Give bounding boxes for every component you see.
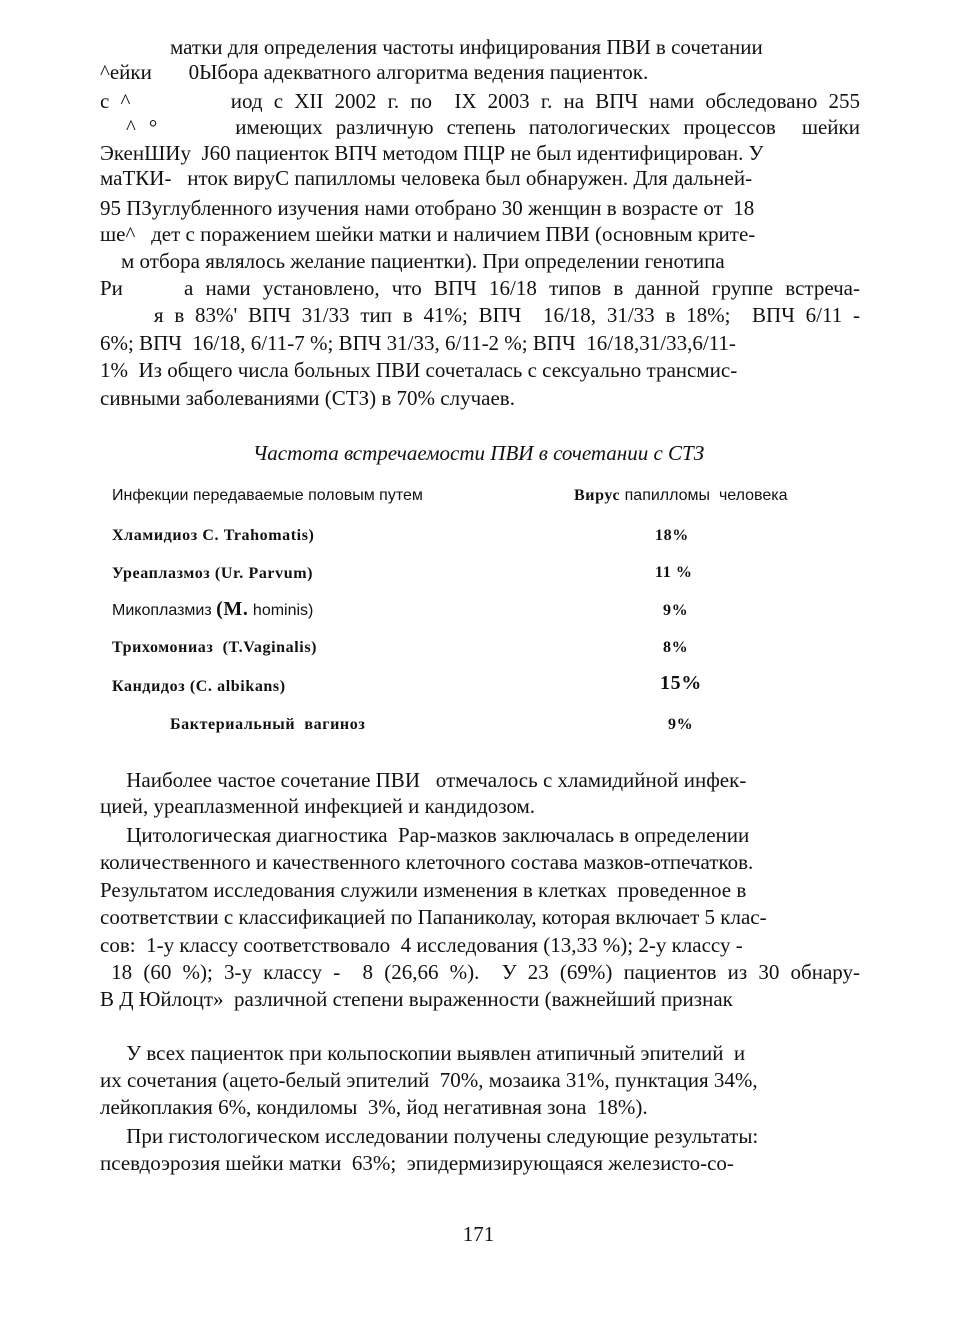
text-line: я в 83%' ВПЧ 31/33 тип в 41%; ВПЧ 16/18, 31/33 в 18%; ВПЧ 6/11 - — [100, 303, 860, 327]
table-row-value: 11 % — [655, 564, 693, 581]
table-row-name: Трихомониаз (T.Vaginalis) — [112, 639, 318, 656]
table-row-name-prefix: Микоплазмиз — [112, 602, 217, 619]
text-line: ше^ дет с поражением шейки матки и наличием ПВИ (основным крите- — [100, 222, 756, 246]
text-line: соответствии с классификацией по Папаниколау, которая включает 5 клас- — [100, 905, 767, 929]
table-header-right — [574, 485, 788, 507]
text-line: 6%; ВПЧ 16/18, 6/11-7 %; ВПЧ 31/33, 6/11-2 %; ВПЧ 16/18,31/33,6/11- — [100, 331, 736, 355]
text-line: При гистологическом исследовании получены следующие результаты: — [100, 1124, 759, 1148]
text-line: Ри а нами установлено, что ВПЧ 16/18 типов в данной группе встреча- — [100, 276, 860, 300]
text-line: м отбора являлось желание пациентки). При определении генотипа — [100, 249, 725, 273]
table-header-left: Инфекции передаваемые половым путем — [112, 487, 423, 504]
text-line: ^ейки 0Ыбора адекватного алгоритма ведения пациенток. — [100, 60, 649, 84]
text-line: Наиболее частое сочетание ПВИ отмечалось с хламидийной инфек- — [100, 768, 747, 792]
table-row-name: Бактериальный вагиноз — [170, 716, 366, 733]
page-number: 171 — [462, 1222, 495, 1246]
table-row-name-rest: hominis) — [248, 602, 314, 619]
text-line: У всех пациенток при кольпоскопии выявлен атипичный эпителий и — [100, 1041, 746, 1065]
text-line: цией, уреаплазменной инфекцией и кандидозом. — [100, 794, 536, 818]
table-row-name-big: (M. — [216, 598, 249, 620]
text-line: 1% Из общего числа больных ПВИ сочеталась с сексуально трансмис- — [100, 358, 738, 382]
text-line: псевдоэрозия шейки матки 63%; эпидермизирующаяся железисто-со- — [100, 1151, 734, 1175]
table-caption: Частота встречаемости ПВИ в сочетании с СТЗ — [252, 441, 705, 465]
text-line: с ^ иод с XII 2002 г. по IX 2003 г. на ВПЧ нами обследовано 255 — [100, 89, 860, 113]
text-line: ^ ° имеющих различную степень патологических процессов шейки — [100, 115, 860, 139]
table-row-value: 15% — [660, 672, 702, 694]
table-row-value: 9% — [668, 716, 694, 733]
table-row-value: 18% — [655, 527, 689, 544]
table-row-name: Хламидиоз С. Trahomatis) — [112, 527, 315, 544]
text-line: лейкоплакия 6%, кондиломы 3%, йод негативная зона 18%). — [100, 1095, 648, 1119]
text-line: Цитологическая диагностика Pap-мазков заключалась в определении — [100, 823, 750, 847]
table-header-right-bold: Вирус — [574, 487, 621, 504]
table-row-name: Уреаплазмоз (Ur. Parvum) — [112, 565, 314, 582]
table-row-name: Кандидоз (C. albikans) — [112, 678, 286, 695]
table-row-value: 8% — [663, 639, 689, 656]
text-line: ЭкенШИу J60 пациенток ВПЧ методом ПЦР не был идентифицирован. У — [100, 141, 764, 165]
table-row-value: 9% — [663, 602, 689, 619]
text-line: В Д Юйлоцт» различной степени выраженности (важнейший признак — [100, 987, 733, 1011]
text-line: Результатом исследования служили изменения в клетках проведенное в — [100, 878, 747, 902]
text-line: маТКИ- нток вируС папилломы человека был обнаружен. Для дальней- — [100, 166, 753, 190]
text-line: сов: 1-у классу соответствовало 4 исследования (13,33 %); 2-у классу - — [100, 933, 743, 957]
text-line: количественного и качественного клеточного состава мазков-отпечатков. — [100, 850, 754, 874]
text-line: сивными заболеваниями (СТЗ) в 70% случаев. — [100, 386, 515, 410]
text-line: матки для определения частоты инфицирования ПВИ в сочетании — [170, 35, 763, 59]
table-header-right-rest: папилломы человека — [620, 487, 788, 504]
text-line: 95 ПЗуглубленного изучения нами отобрано 30 женщин в возрасте от 18 — [100, 196, 755, 220]
text-line: их сочетания (ацето-белый эпителий 70%, мозаика 31%, пунктация 34%, — [100, 1068, 758, 1092]
table-row-name — [112, 598, 313, 622]
text-line: 18 (60 %); 3-у классу - 8 (26,66 %). У 23 (69%) пациентов из 30 обнару- — [100, 960, 860, 984]
